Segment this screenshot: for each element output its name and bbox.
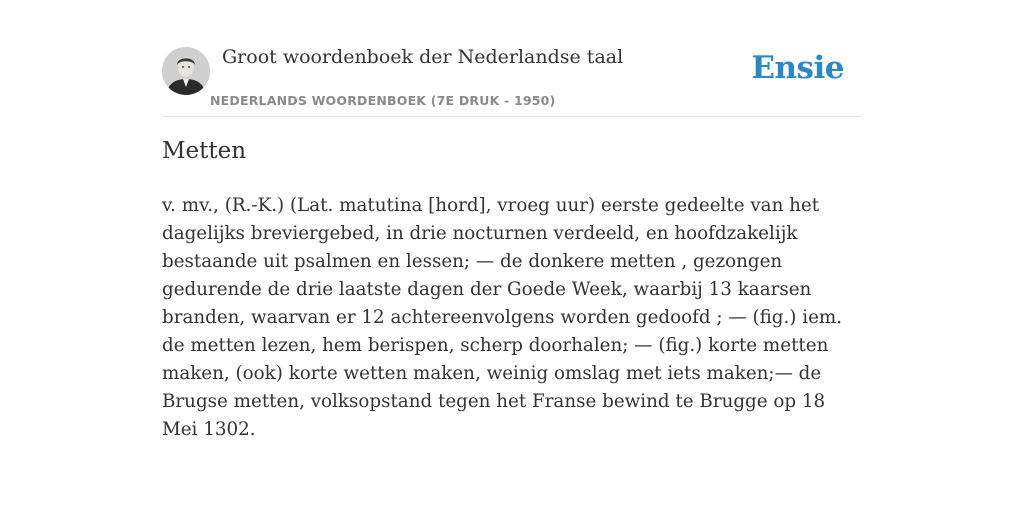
entry-title: Metten	[162, 138, 247, 164]
dictionary-subtitle: NEDERLANDS WOORDENBOEK (7E DRUK - 1950)	[210, 93, 556, 108]
header	[162, 40, 862, 117]
author-portrait-icon	[162, 47, 210, 95]
book-title-link[interactable]: Groot woordenboek der Nederlandse taal	[222, 46, 624, 68]
ensie-logo[interactable]: Ensie	[751, 50, 844, 86]
entry-definition: v. mv., (R.-K.) (Lat. matutina [hord], vroeg uur) eerste gedeelte van het dagelijks breviergebed, in drie nocturnen verdeeld, en hoofdzakelijk bestaande uit psalmen en lessen; — de donkere metten , gezongen gedurende de drie laatste dagen der Goede Week, waarbij 13 kaarsen branden, waarvan er 12 achtereenvolgens worden gedoofd ; — (fig.) iem. de metten lezen, hem berispen, scherp doorhalen; — (fig.) korte metten maken, (ook) korte wetten maken, weinig omslag met iets maken;— de Brugse metten, volksopstand tegen het Franse bewind te Brugge op 18 Mei 1302.	[162, 195, 843, 440]
author-avatar[interactable]	[162, 47, 210, 95]
